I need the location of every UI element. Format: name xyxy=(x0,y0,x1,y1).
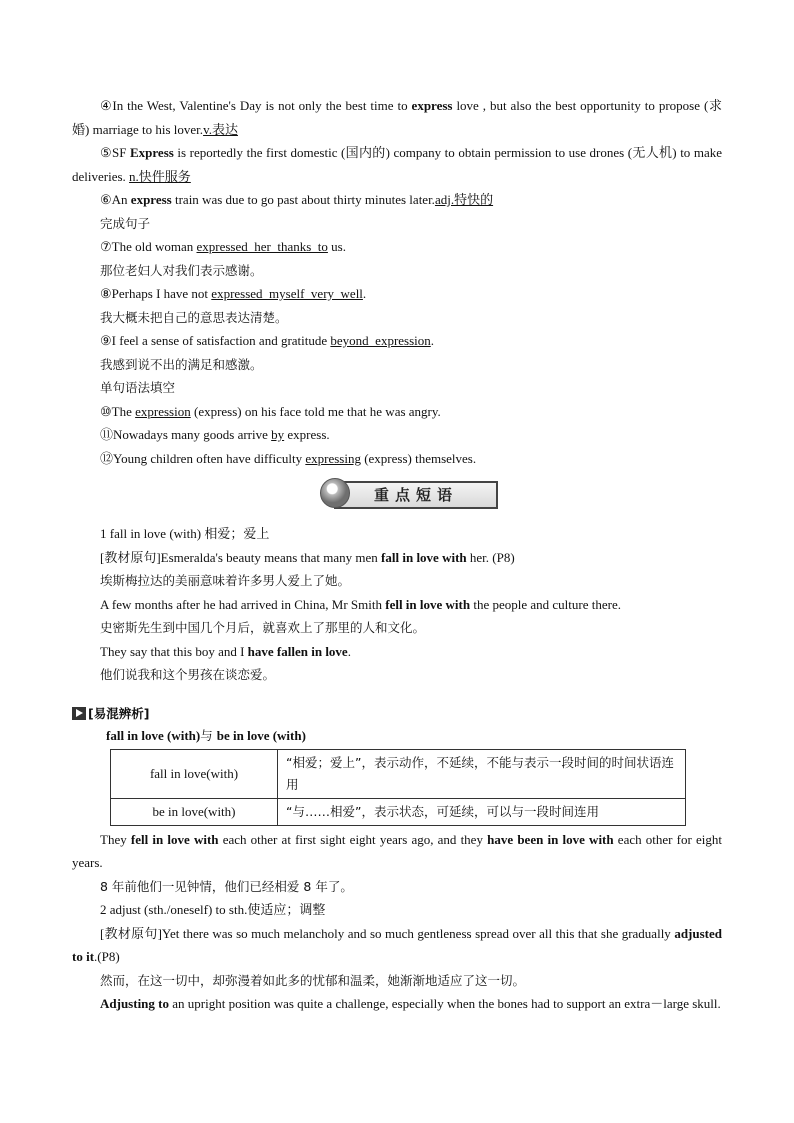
example-8: ⑧Perhaps I have not expressed myself very well. xyxy=(100,286,367,301)
table-cell-key: fall in love(with) xyxy=(111,749,278,798)
example-5: ⑤SF Express is reportedly the first domestic (国内的) company to obtain permission to use drones (无人机) to make deliveries. n.快件服务 xyxy=(72,145,723,184)
comparison-table xyxy=(110,749,686,826)
example-7: ⑦The old woman expressed her thanks to us. xyxy=(100,239,346,254)
phrase-1-example-2: They say that this boy and I have fallen in love. xyxy=(100,643,351,659)
key-phrases-banner xyxy=(320,478,500,508)
heading-grammar-fill: 单句语法填空 xyxy=(100,380,176,395)
example-7-translation: 那位老妇人对我们表示感谢。 xyxy=(100,262,263,278)
banner-circle-icon xyxy=(320,478,350,508)
phrase-1-example-1-translation: 史密斯先生到中国几个月后，就喜欢上了那里的人和文化。 xyxy=(100,620,426,635)
phrase-2-title: 2 adjust (sth./oneself) to sth.使适应；调整 xyxy=(100,902,326,917)
comparison-example: They fell in love with each other at first sight eight years ago, and they have been in love with each other for eight years. xyxy=(72,831,722,870)
table-row xyxy=(111,798,686,825)
phrase-1-source: [教材原句]Esmeralda's beauty means that many men fall in love with her. (P8) xyxy=(100,549,515,565)
key-phrases-banner-row xyxy=(72,474,722,520)
phrase-2-source-translation: 然而，在这一切中，却弥漫着如此多的忧郁和温柔，她渐渐地适应了这一切。 xyxy=(100,972,526,988)
table-cell-desc: “与……相爱”，表示状态，可延续，可以与一段时间连用 xyxy=(278,798,686,825)
phrase-1-source-translation: 埃斯梅拉达的美丽意味着许多男人爱上了她。 xyxy=(100,573,351,588)
phrase-2-example: Adjusting to an upright position was quite a challenge, especially when the bones had to support an extra－large skull. xyxy=(100,996,721,1011)
confusion-subtitle: fall in love (with)与 be in love (with) xyxy=(106,727,306,743)
example-6: ⑥An express train was due to go past about thirty minutes later.adj.特快的 xyxy=(100,192,494,207)
play-triangle-icon xyxy=(72,707,86,720)
example-9-translation: 我感到说不出的满足和感激。 xyxy=(100,356,263,372)
example-4: ④In the West, Valentine's Day is not only the best time to express love , but also the best opportunity to propose (求婚) marriage to his lover.v.表达 xyxy=(72,98,722,137)
example-12: ⑫Young children often have difficulty expressing (express) themselves. xyxy=(100,450,477,466)
phrase-1-example-1: A few months after he had arrived in China, Mr Smith fell in love with the people and culture there. xyxy=(100,596,621,612)
phrase-2-source: [教材原句]Yet there was so much melancholy and so much gentleness spread over all this that she gradually adjusted to it.(P8) xyxy=(72,925,722,964)
phrase-1-title: 1 fall in love (with) 相爱；爱上 xyxy=(100,526,270,541)
phrase-1-example-2-translation: 他们说我和这个男孩在谈恋爱。 xyxy=(100,667,276,682)
example-11: ⑪Nowadays many goods arrive by express. xyxy=(100,427,330,442)
document-page xyxy=(72,94,722,1016)
example-9: ⑨I feel a sense of satisfaction and gratitude beyond expression. xyxy=(100,333,435,348)
comparison-example-translation: 8 年前他们一见钟情，他们已经相爱 8 年了。 xyxy=(100,878,353,894)
table-cell-key: be in love(with) xyxy=(111,798,278,825)
table-row xyxy=(111,749,686,798)
example-10: ⑩The expression (express) on his face told me that he was angry. xyxy=(100,403,441,419)
example-8-translation: 我大概未把自己的意思表达清楚。 xyxy=(100,309,288,325)
heading-complete-sentences: 完成句子 xyxy=(100,215,151,231)
confusion-analysis-heading: [易混辨析] xyxy=(72,703,722,725)
key-phrases-banner-label: 重点短语 xyxy=(334,481,498,509)
table-cell-desc: “相爱；爱上”，表示动作，不延续，不能与表示一段时间的时间状语连用 xyxy=(278,749,686,798)
